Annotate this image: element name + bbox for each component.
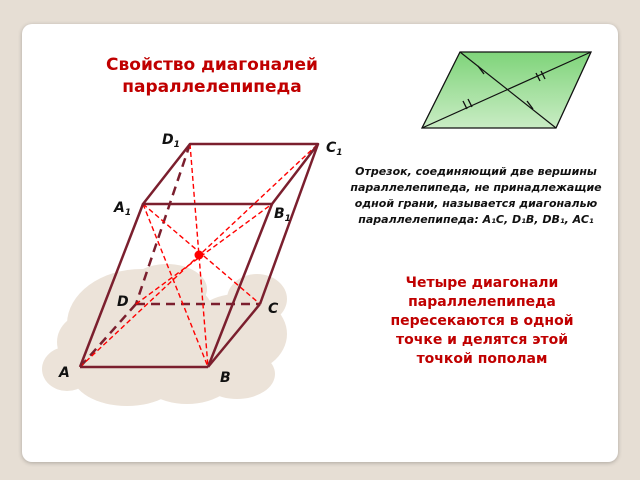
top-face — [143, 144, 318, 204]
cloud-shape — [42, 264, 287, 406]
diagonal-theorem: Четыре диагонали параллелепипеда пересекаются в одной точке и делятся этой точкой пополам — [390, 275, 574, 367]
label-d1: $D_1$ — [162, 132, 180, 150]
slide-title: Свойство диагоналей параллелепипеда — [106, 55, 318, 97]
diagonal-definition: Отрезок, соединяющий две вершины параллелепипеда, не принадлежащие одной грани, называется диагональю параллелепипеда: A₁C, D₁B, DB₁, AC₁ — [350, 165, 602, 226]
edge-c-c1 — [260, 144, 318, 304]
label-b: B — [220, 370, 231, 386]
label-c: C — [268, 301, 279, 317]
label-b1: $B_1$ — [274, 206, 291, 224]
label-d: D — [117, 294, 129, 310]
label-a1: $A_1$ — [114, 200, 132, 218]
label-c1: $C_1$ — [326, 140, 343, 158]
slide — [22, 24, 618, 462]
label-a: A — [59, 365, 70, 381]
parallelogram-diagonals-icon — [422, 52, 591, 128]
intersection-point — [195, 251, 204, 260]
